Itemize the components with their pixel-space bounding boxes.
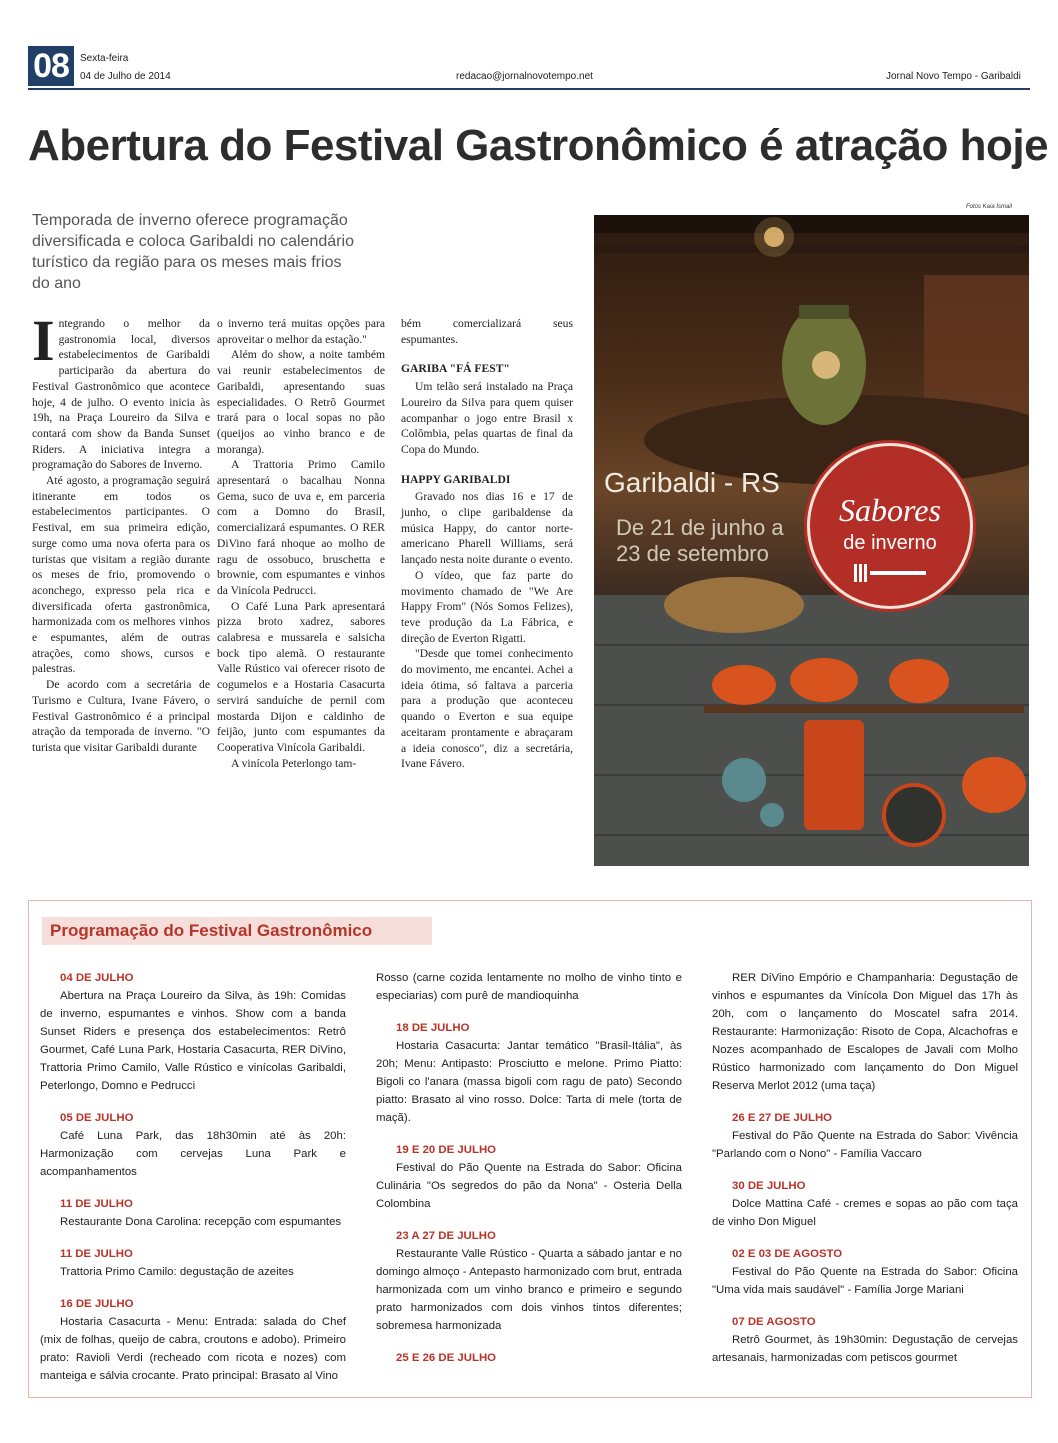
article-paragraph: De acordo com a secretária de Turismo e Cultura, Ivane Fávero, o Festival Gastronômico é a principal atração da temporada de inverno. "O turista que visitar Garibaldi durante (32, 678, 210, 754)
header-weekday: Sexta-feira (80, 53, 129, 64)
schedule-date: 25 E 26 DE JULHO (396, 1352, 497, 1364)
schedule-date: 18 DE JULHO (396, 1022, 470, 1034)
article-paragraph: o inverno terá muitas opções para aproveitar o melhor da estação." (217, 317, 385, 346)
schedule-text: RER DiVino Empório e Champanharia: Degustação de vinhos e espumantes da Vinícola Don Miguel das 17h às 20h, com o lançamento do Moscatel safra 2014. Restaurante: Harmonização: Risoto de Copa, Alcachofras e Nozes acompanhado de Escalopes de Javali com Molho Rústico harmonizado com lançamento do Don Miguel Reserva Merlot 2012 (uma taça) (712, 972, 1018, 1092)
photo-dates-line1: De 21 de junho a (616, 515, 784, 540)
page-number: 08 (28, 46, 74, 86)
article-column-2 (217, 316, 385, 771)
badge-title: Sabores (839, 492, 941, 528)
article-paragraph: O Café Luna Park apresentará pizza broto xadrez, sabores calabresa e mussarela e salsicha bock tipo alemã. O restaurante Valle Rústico vai oferecer risoto de cogumelos e a Hostaria Casacurta servirá sanduíche de pernil com mostarda Dijon e caldinho de feijão, junto com espumantes da Cooperativa Vinícola Garibaldi. (217, 599, 385, 754)
schedule-text: Festival do Pão Quente na Estrada do Sabor: Vivência "Parlando com o Nono" - Família Vaccaro (712, 1130, 1018, 1160)
schedule-text: Restaurante Dona Carolina: recepção com espumantes (60, 1216, 342, 1228)
article-paragraph: Além do show, a noite também vai reunir estabelecimentos de Garibaldi, apresentando suas especialidades. O Retrô Gourmet trará para o local sopas no pão (queijos ao vinho branco e de moranga). (217, 348, 385, 456)
schedule-date: 19 E 20 DE JULHO (396, 1144, 497, 1156)
subheading: HAPPY GARIBALDI (401, 472, 511, 486)
lead-paragraph: Temporada de inverno oferece programação diversificada e coloca Garibaldi no calendário turístico da região para os meses mais frios do ano (32, 212, 354, 292)
article-paragraph: "Desde que tomei conhecimento do movimento, me encantei. Achei a ideia ótima, só faltava a parceria para a produção que aconteceu quando o Everton e sua equipe aceitaram prontamente e abraçaram a ideia conosco", diz a secretária, Ivane Fávero. (401, 647, 573, 771)
schedule-text: Trattoria Primo Camilo: degustação de azeites (60, 1266, 294, 1278)
schedule-title: Programação do Festival Gastronômico (50, 921, 373, 940)
article-paragraph: ntegrando o melhor da gastronomia local, diversos estabelecimentos de Garibaldi participarão da abertura do Festival Gastronômico que acontece hoje, 4 de julho. O evento inicia às 19h, na Praça Loureiro da Silva e contará com show da Banda Sunset Riders. A iniciativa integra a programação do Sabores de Inverno. (32, 317, 210, 472)
subheading: GARIBA "FÁ FEST" (401, 362, 510, 376)
schedule-text: Festival do Pão Quente na Estrada do Sabor: Oficina Culinária "Os segredos do pão da Nona" - Osteria Della Colombina (376, 1162, 682, 1210)
schedule-date: 02 E 03 DE AGOSTO (732, 1248, 843, 1260)
badge-subtitle: de inverno (843, 532, 937, 554)
schedule-date: 05 DE JULHO (60, 1112, 134, 1124)
schedule-text: Dolce Mattina Café - cremes e sopas ao pão com taça de vinho Don Miguel (712, 1198, 1018, 1228)
article-paragraph: A vinícola Peterlongo tam- (231, 756, 357, 770)
fork-icon (850, 562, 930, 584)
header-email[interactable]: redacao@jornalnovotempo.net (456, 71, 593, 82)
schedule-date: 04 DE JULHO (60, 972, 134, 984)
photo-dates-line2: 23 de setembro (616, 541, 769, 566)
schedule-date: 07 DE AGOSTO (732, 1316, 816, 1328)
schedule-date: 30 DE JULHO (732, 1180, 806, 1192)
header-date: 04 de Julho de 2014 (80, 71, 171, 82)
article-paragraph: Um telão será instalado na Praça Loureiro da Silva para quem quiser acompanhar o jogo entre Brasil x Colômbia, pelas quartas de final da Copa do Mundo. (401, 380, 573, 456)
schedule-text: Festival do Pão Quente na Estrada do Sabor: Oficina "Uma vida mais saudável" - Família Jorge Mariani (712, 1266, 1018, 1296)
schedule-text: Hostaria Casacurta - Menu: Entrada: salada do Chef (mix de folhas, queijo de cabra, croutons e adobo). Primeiro prato: Ravioli Verdi (recheado com ricota e nozes) com manteiga e sálvia crocante. Prato principal: Brasato al Vino (40, 1316, 346, 1382)
schedule-text: Abertura na Praça Loureiro da Silva, às 19h: Comidas de inverno, espumantes e vinhos. Show com a banda Sunset Riders e presença dos estabelecimentos: Retrô Gourmet, Café Luna Park, Hostaria Casacurta, RER DiVino, Trattoria Primo Camilo, Valle Rústico e vinícolas Garibaldi, Peterlongo, Domno e Pedrucci (40, 990, 346, 1092)
article-paragraph: A Trattoria Primo Camilo apresentará o bacalhau Nonna Gema, suco de uva e, em parceria com a Domno do Brasil, comercializará espumantes. O RER DiVino fará nhoque ao molho de ragu de ossobuco, bruschetta e brownie, com espumantes e vinhos da Vinícola Pedrucci. (217, 458, 385, 597)
schedule-text: Restaurante Valle Rústico - Quarta a sábado jantar e no domingo almoço - Antepasto harmonizado com brut, entrada harmonizada com um vinho branco e primeiro e segundo prato harmonizados com dois vinhos tintos diferentes; sobremesa harmonizada (376, 1248, 682, 1332)
article-column-1 (32, 308, 210, 756)
headline: Abertura do Festival Gastronômico é atração hoje (28, 121, 1049, 170)
promo-photo (594, 215, 1029, 866)
sabores-badge (807, 443, 973, 609)
schedule-date: 26 E 27 DE JULHO (732, 1112, 833, 1124)
photo-city: Garibaldi - RS (604, 467, 780, 498)
schedule-text: Retrô Gourmet, às 19h30min: Degustação de cervejas artesanais, harmonizadas com petiscos gourmet (712, 1334, 1018, 1364)
article-column-3 (401, 316, 573, 772)
article-paragraph: O vídeo, que faz parte do movimento chamado de "We Are Happy From" (Nós Somos Felizes), teve produção da La Fábrica, e direção de Everton Rigatti. (401, 568, 573, 645)
photo-credit: Fotos Kaia Ismail (966, 204, 1013, 210)
schedule-date: 11 DE JULHO (60, 1248, 133, 1260)
schedule-text: Hostaria Casacurta: Jantar temático "Brasil-Itália", às 20h; Menu: Antipasto: Prosciutto e melone. Primo Piatto: Bigoli co l'anara (massa bigoli com ragu de pato) Secondo piatto: Brasato al vino rosso. Dolce: Tarta di mele (torta de maçã). (376, 1040, 682, 1124)
header-rule (28, 88, 1030, 90)
header-publication: Jornal Novo Tempo - Garibaldi (886, 71, 1021, 82)
schedule-date: 23 A 27 DE JULHO (396, 1230, 496, 1242)
schedule-text: Rosso (carne cozida lentamente no molho de vinho tinto e especiarias) com purê de mandioquinha (376, 972, 682, 1002)
schedule-column-1 (40, 969, 346, 1385)
schedule-column-2 (376, 969, 682, 1367)
article-paragraph: bém comercializará seus espumantes. (401, 317, 573, 346)
schedule-date: 16 DE JULHO (60, 1298, 134, 1310)
drop-cap: I (32, 308, 55, 373)
article-paragraph: Gravado nos dias 16 e 17 de junho, o clipe garibaldense da música Happy, do cantor norte-americano Pharell Williams, será lançado nesta noite durante o evento. (401, 490, 573, 567)
schedule-column-3 (712, 969, 1018, 1367)
schedule-text: Café Luna Park, das 18h30min até às 20h: Harmonização com cervejas Luna Park e acompanhamentos (40, 1130, 346, 1178)
article-paragraph: Até agosto, a programação seguirá itinerante em todos os estabelecimentos participantes. O Festival, em sua primeira edição, surge como uma nova oferta para os turistas que visitam a região durante os meses de frio, promovendo o aconchego, expresso pela rica e diversificada oferta gastronômica, harmonizada com os melhores vinhos e espumantes, além de outras atrações, como shows, cursos e palestras. (32, 474, 210, 676)
schedule-date: 11 DE JULHO (60, 1198, 133, 1210)
